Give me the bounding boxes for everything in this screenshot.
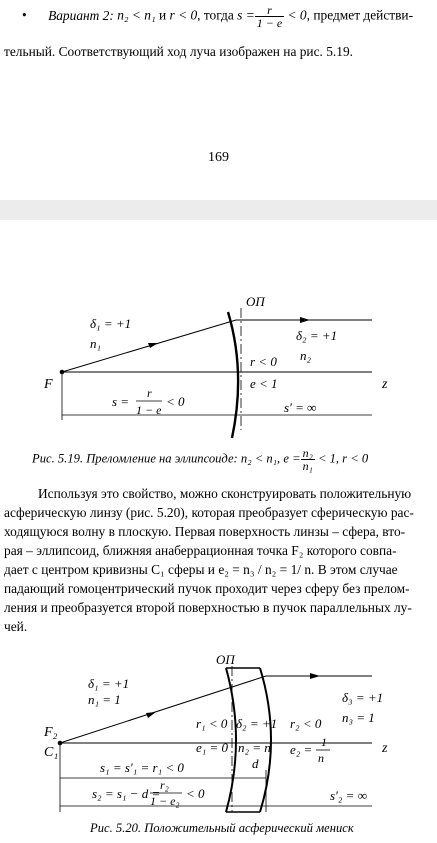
label-s2prime: s′₂ = ∞ [330,788,367,803]
focus-point [60,370,65,375]
then-word: , тогда [197,7,238,23]
focus-point-2 [58,741,63,746]
ray-arrow-icon [148,343,158,348]
label-z-2: z [382,741,388,756]
label-r2: r₂ < 0 [290,716,322,731]
ray-arrow-2-icon [146,712,156,718]
label-delta1: δ₁ = +1 [90,316,132,331]
s-lhs: s = [237,7,255,23]
paragraph-line-4: рая – эллипсоид, ближняя анаберрационная точка F₂ которого совпа- [4,543,397,558]
label-s2-num: r₂ [160,778,169,792]
label-sprime: s′ = ∞ [284,400,317,415]
label-r: r < 0 [250,354,277,369]
and-word: и [155,7,170,23]
label-e2-num: 1 [321,735,327,749]
condition-n: n₂ < n₁ [117,7,156,23]
label-s1: s₁ = s′₁ = r₁ < 0 [100,760,184,775]
label-e: e < 1 [250,376,278,391]
ellipsoid-surface [228,312,238,438]
label-F: F [44,377,53,392]
label-n3: n₃ = 1 [342,710,375,725]
caption-5-19-e: e = [283,451,301,466]
paragraph-line-3: ходящуюся волну в плоскую. Первая поверхность линзы – сфера, вто- [4,524,406,539]
label-op-2: ОП [216,652,235,667]
label-s2-lhs: s₂ = s₁ − d = [92,786,161,801]
caption-5-20: Рис. 5.20. Положительный асферический мениск [90,821,354,835]
label-d: d [252,756,259,771]
label-delta2-2: δ₂ = +1 [236,716,278,731]
text-line-2: тельный. Соответствующий ход луча изображен на рис. 5.19. [4,44,354,59]
label-delta3: δ₃ = +1 [342,690,384,705]
caption-fraction [301,447,315,472]
label-z: z [382,377,388,392]
page-number: 169 [208,150,229,165]
caption-num: n₂ [302,446,313,460]
label-delta2: δ₂ = +1 [296,328,338,343]
caption-5-19-text: Рис. 5.19. Преломление на эллипсоиде: [32,451,238,466]
upper-page [0,0,437,200]
paragraph-line-2: асферическую линзу (рис. 5.20), которая преобразует сферическую рас- [4,505,414,520]
label-r1: r₁ < 0 [196,716,228,731]
figure-5-19 [0,290,437,440]
label-e2-lhs: e₂ = [290,742,313,757]
label-n1: n₁ [90,336,102,351]
bullet: • [22,7,27,23]
variant-line [22,4,413,29]
paragraph-line-5: дает с центром кривизны C₁ сферы и e₂ = n₃ / n₂ = 1/ n. В этом случае [4,562,398,577]
page-separator [0,200,437,220]
label-e1: e₁ = 0 [196,740,229,755]
caption-den: n₁ [302,459,313,473]
variant-label: Вариант 2: [48,7,114,23]
label-op: ОП [246,294,265,309]
refracted-arrow-icon [300,317,310,323]
caption-5-19 [32,447,368,472]
label-s-rhs: < 0 [166,394,185,409]
body-paragraph [4,484,432,636]
label-s-lhs: s = [112,394,130,409]
label-n2: n₂ [300,348,312,363]
s-rhs: < 0 [284,7,307,23]
label-C1: C₁ [44,745,59,760]
output-arrow-icon [310,673,320,679]
paragraph-line-1: Используя это свойство, можно сконструировать положительную [38,486,412,501]
tail-text: , предмет действи- [306,7,414,23]
figure-5-20 [0,652,437,817]
incident-ray [62,320,236,372]
s-numerator: r [255,4,284,17]
paragraph-line-6: падающий гомоцентрический пучок проходит через сферу без прелом- [4,581,410,596]
label-n2-2: n₂ = n [238,740,271,755]
s-fraction [255,4,284,29]
label-F2: F₂ [44,725,58,740]
label-s2-den: 1 − e₂ [150,794,180,808]
s-denominator: 1 − e [256,16,283,30]
label-s-num: r [147,386,152,400]
caption-5-19-tail: < 1, r < 0 [317,451,369,466]
condition-r: r < 0 [169,7,198,23]
paragraph-line-8: чей. [4,619,28,634]
label-n1-2: n₁ = 1 [88,692,121,707]
label-delta1-2: δ₁ = +1 [88,676,130,691]
caption-5-19-cond: n₂ < n₁, [240,451,281,466]
label-s2-rhs: < 0 [186,786,205,801]
paragraph-line-7: ления и преобразуется второй поверхностью в пучок параллельных лу- [4,600,412,615]
label-s-den: 1 − e [136,403,162,417]
label-e2-den: n [318,751,324,765]
